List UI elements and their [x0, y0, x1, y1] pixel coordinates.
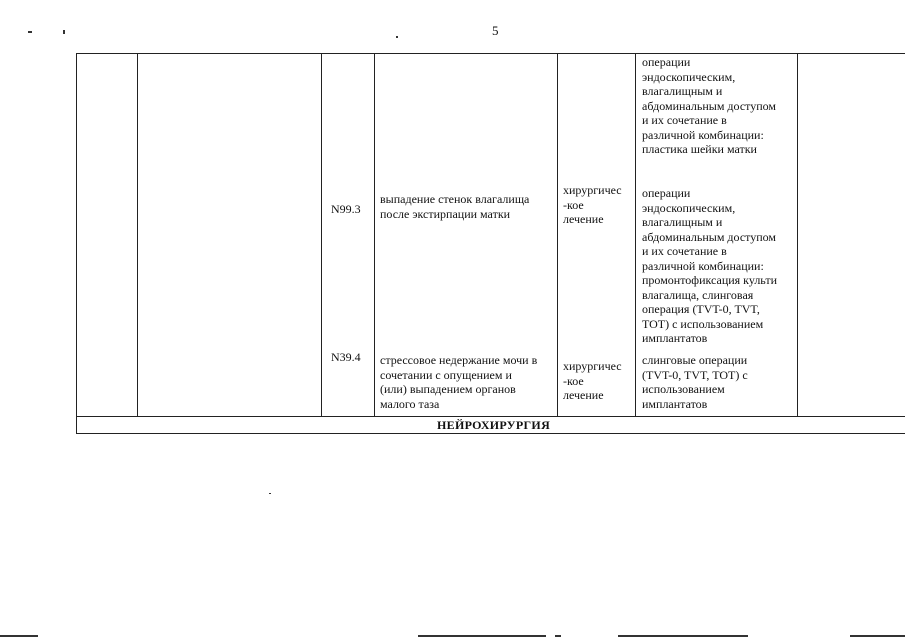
table-col-border	[635, 53, 636, 417]
scan-speck	[396, 36, 398, 38]
table-col-border	[797, 53, 798, 417]
scan-edge-mark	[555, 635, 561, 637]
table-cell-diagnosis: стрессовое недержание мочи в сочетании с опущением и (или) выпадением органов малого таза	[380, 353, 538, 411]
table-cell-method: слинговые операции (TVT-0, TVT, TOT) с использованием имплантатов	[642, 353, 748, 411]
scan-edge-mark	[618, 635, 748, 637]
table-col-border	[137, 53, 138, 417]
table-col-border	[76, 53, 77, 433]
table-cell-treatment: хирургичес -кое лечение	[563, 359, 622, 402]
table-top-border	[76, 53, 905, 54]
page-number: 5	[492, 23, 499, 38]
table-row-border	[76, 416, 905, 417]
scan-speck	[28, 31, 32, 33]
scan-speck	[63, 30, 65, 34]
section-heading: НЕЙРОХИРУРГИЯ	[437, 418, 551, 432]
table-col-border	[557, 53, 558, 417]
table-cell-code: N99.3	[331, 202, 361, 216]
table-col-border	[374, 53, 375, 417]
table-cell-treatment: хирургичес -кое лечение	[563, 183, 622, 226]
table-cell-diagnosis: выпадение стенок влагалища после экстирпации матки	[380, 192, 530, 221]
table-cell-method: операции эндоскопическим, влагалищным и абдоминальным доступом и их сочетание в различной комбинации: пластика шейки матки	[642, 55, 777, 156]
scan-speck	[269, 493, 271, 494]
scan-edge-mark	[0, 635, 38, 637]
table-section-bottom-border	[76, 433, 905, 434]
scan-edge-mark	[850, 635, 905, 637]
table-col-border	[321, 53, 322, 417]
scan-edge-mark	[418, 635, 546, 637]
table-cell-code: N39.4	[331, 350, 361, 364]
table-cell-method: операции эндоскопическим, влагалищным и абдоминальным доступом и их сочетание в различной комбинации: промонтофиксация культи влагалища, слинговая операция (TVT-0, TVT, TOT) с использованием имплантатов	[642, 186, 777, 345]
